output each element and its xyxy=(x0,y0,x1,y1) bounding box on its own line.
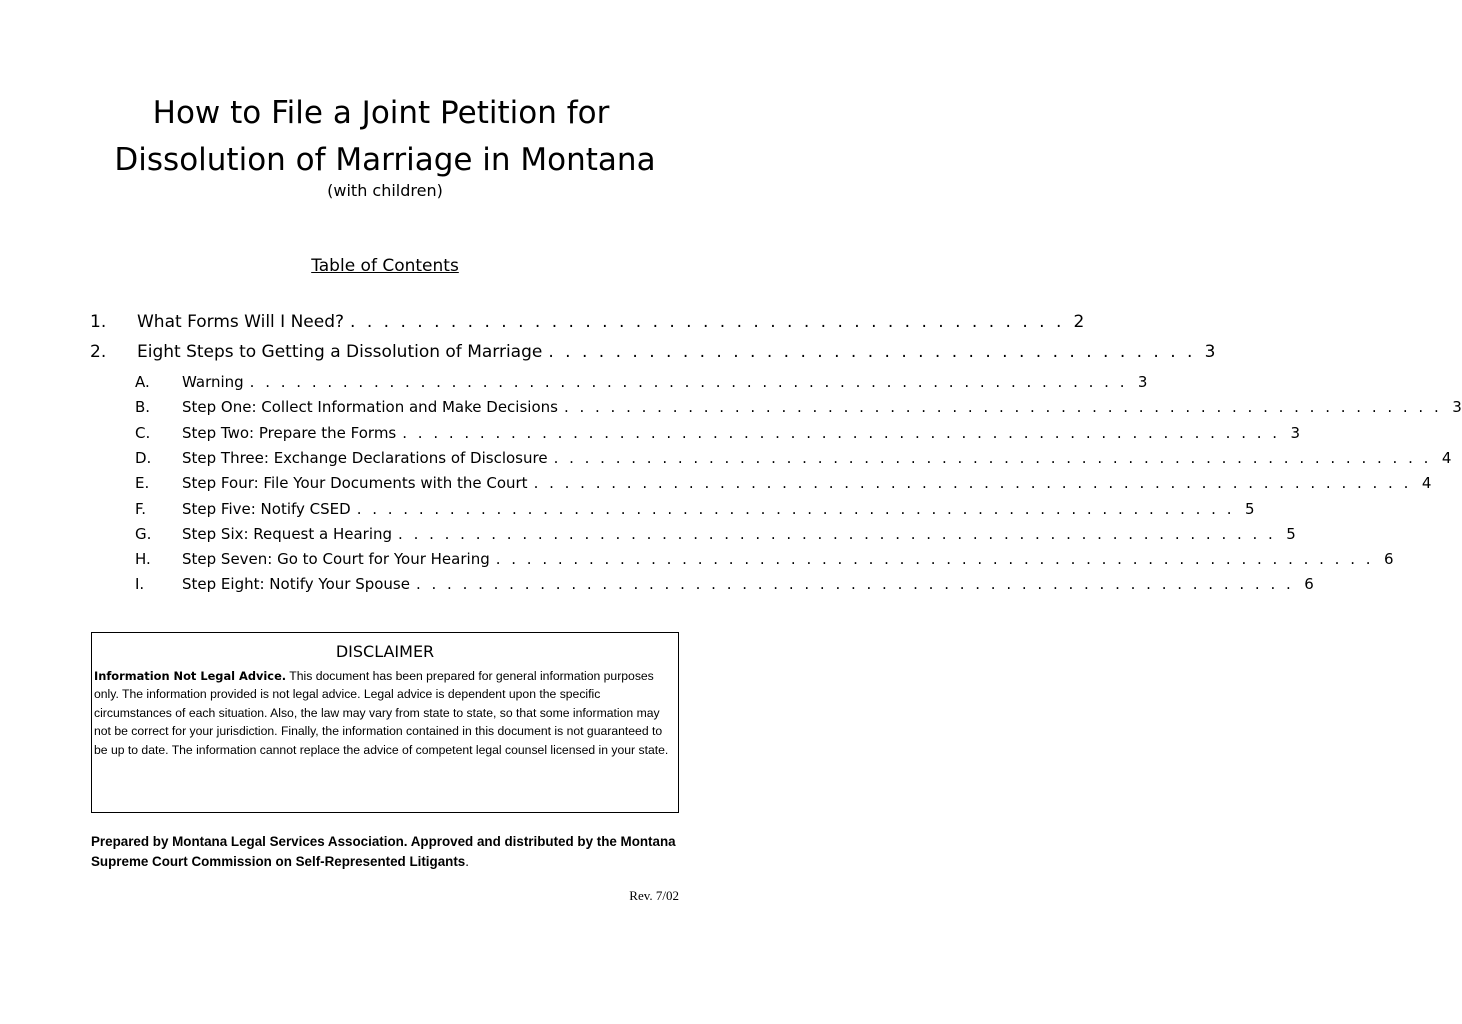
toc-subitem-title: Step Three: Exchange Declarations of Disclosure xyxy=(182,449,548,467)
toc-heading: Table of Contents xyxy=(311,256,459,276)
document-title-line-1: How to File a Joint Petition for xyxy=(152,95,610,131)
toc-subitem[interactable] xyxy=(135,575,1314,593)
toc-item-number: 1. xyxy=(90,312,107,332)
toc-subitem-title: Step Eight: Notify Your Spouse xyxy=(182,575,410,593)
toc-subitem-title: Step Five: Notify CSED xyxy=(182,500,351,518)
toc-dot-leader: . . . . . . . . . . . . . . . . . . . . . . . . . . . . . . . . . . . . . . . . . . . . . . . . . . . . . . . . . xyxy=(398,525,1276,543)
toc-subitem[interactable] xyxy=(135,525,1296,543)
toc-dot-leader: . . . . . . . . . . . . . . . . . . . . . . . . . . . . . . . . . . . . . . . . . . . . . . . . . . . . . . . . . xyxy=(563,398,1442,416)
toc-subitem-letter: G. xyxy=(135,525,152,543)
toc-dot-leader: . . . . . . . . . . . . . . . . . . . . . . . . . . . . . . . . . . . . . . . . . . . . . . . . . . . . . . . . . xyxy=(553,449,1432,467)
toc-subitem-title: Step One: Collect Information and Make Decisions xyxy=(182,398,558,416)
toc-subitem[interactable] xyxy=(135,500,1255,518)
toc-subitem-letter: A. xyxy=(135,373,150,391)
document-subtitle: (with children) xyxy=(327,181,443,200)
toc-subitem-title: Step Six: Request a Hearing xyxy=(182,525,393,543)
toc-item[interactable] xyxy=(90,342,1216,362)
toc-subitem[interactable] xyxy=(135,398,1462,416)
toc-item-page: 3 xyxy=(1204,342,1216,362)
revision-date: Rev. 7/02 xyxy=(629,888,679,903)
toc-subitem-letter: E. xyxy=(135,474,150,492)
toc-subitem-title: Warning xyxy=(182,373,244,391)
toc-item-title: Eight Steps to Getting a Dissolution of Marriage xyxy=(137,342,543,362)
toc-subitem-letter: I. xyxy=(135,575,145,593)
toc-dot-leader: . . . . . . . . . . . . . . . . . . . . . . . . . . . . . . . . . . . . . . . . . . . . . . . . . . . . . . . . . xyxy=(356,500,1235,518)
prepared-by-note xyxy=(91,832,691,872)
toc-subitem[interactable] xyxy=(135,373,1148,391)
toc-subitem-page: 5 xyxy=(1286,525,1296,543)
prepared-by-text: Prepared by Montana Legal Services Association. Approved and distributed by the Montana Supreme Court Commission on Self-Represented Litigants xyxy=(91,834,676,869)
toc-subitem-page: 4 xyxy=(1421,474,1432,492)
toc-item-title: What Forms Will I Need? xyxy=(137,312,345,332)
toc-subitem-letter: H. xyxy=(135,550,151,568)
toc-subitem-page: 3 xyxy=(1137,373,1148,391)
disclaimer-lead: Information Not Legal Advice. xyxy=(94,669,287,683)
toc-subitem-page: 6 xyxy=(1383,550,1394,568)
toc-dot-leader: . . . . . . . . . . . . . . . . . . . . . . . . . . . . . . . . . . . . . . . . . . . . . . . . . . . . . . . . . xyxy=(249,373,1128,391)
toc-subitem-page: 5 xyxy=(1244,500,1255,518)
toc-subitem-page: 4 xyxy=(1441,449,1452,467)
disclaimer-title: DISCLAIMER xyxy=(335,642,435,661)
toc-subitem-title: Step Seven: Go to Court for Your Hearing xyxy=(182,550,490,568)
toc-subitem[interactable] xyxy=(135,424,1301,442)
toc-dot-leader: . . . . . . . . . . . . . . . . . . . . . . . . . . . . . . . . . . . . . . . . . . . . . . . . . . . . . . . . . xyxy=(495,550,1374,568)
disclaimer-text: This document has been prepared for general information purposes only. The information provided is not legal advice. Legal advice is dependent upon the specific circumstances of each situation. Also, the law may vary from state to state, so that some information may not be correct for your jurisdiction. Finally, the information contained in this document is not guaranteed to be up to date. The information cannot replace the advice of competent legal counsel licensed in your state. xyxy=(94,669,669,757)
toc-subitem-page: 3 xyxy=(1290,424,1301,442)
toc-subitem-page: 6 xyxy=(1304,575,1314,593)
toc-item[interactable] xyxy=(90,312,1085,332)
toc-subitem-letter: C. xyxy=(135,424,151,442)
toc-dot-leader: . . . . . . . . . . . . . . . . . . . . . . . . . . . . . . . . . . . . . . . . . . . . . . . . . . . . . . . . . xyxy=(533,474,1412,492)
toc-subitem[interactable] xyxy=(135,474,1432,492)
toc-dot-leader: . . . . . . . . . . . . . . . . . . . . . . . . . . . . . . . . . . . . . . . . . . . . . . . . . . . . . . . . . xyxy=(402,424,1281,442)
toc-dot-leader: . . . . . . . . . . . . . . . . . . . . . . . . . . . . . . . . . . . . . . . . . . . . . . . . . . . . . . . . . xyxy=(415,575,1294,593)
disclaimer-box xyxy=(91,632,679,813)
toc-item-number: 2. xyxy=(90,342,107,362)
toc-dot-leader: . . . . . . . . . . . . . . . . . . . . . . . . . . . . . . . . . . . . . . . . . . . xyxy=(350,312,1065,332)
toc-subitem-title: Step Two: Prepare the Forms xyxy=(182,424,397,442)
toc-dot-leader: . . . . . . . . . . . . . . . . . . . . . . . . . . . . . . . . . . . . . . . xyxy=(548,342,1196,362)
toc-item-page: 2 xyxy=(1073,312,1085,332)
toc-subitem-title: Step Four: File Your Documents with the Court xyxy=(182,474,528,492)
toc-subitem-page: 3 xyxy=(1452,398,1462,416)
toc-subitem-letter: D. xyxy=(135,449,152,467)
disclaimer-body xyxy=(94,667,674,759)
toc-subitem[interactable] xyxy=(135,550,1394,568)
document-title-line-2: Dissolution of Marriage in Montana xyxy=(114,142,656,178)
prepared-by-period: . xyxy=(465,854,469,869)
toc-subitem-letter: F. xyxy=(135,500,146,518)
toc-subitem-letter: B. xyxy=(135,398,151,416)
toc-subitem[interactable] xyxy=(135,449,1452,467)
